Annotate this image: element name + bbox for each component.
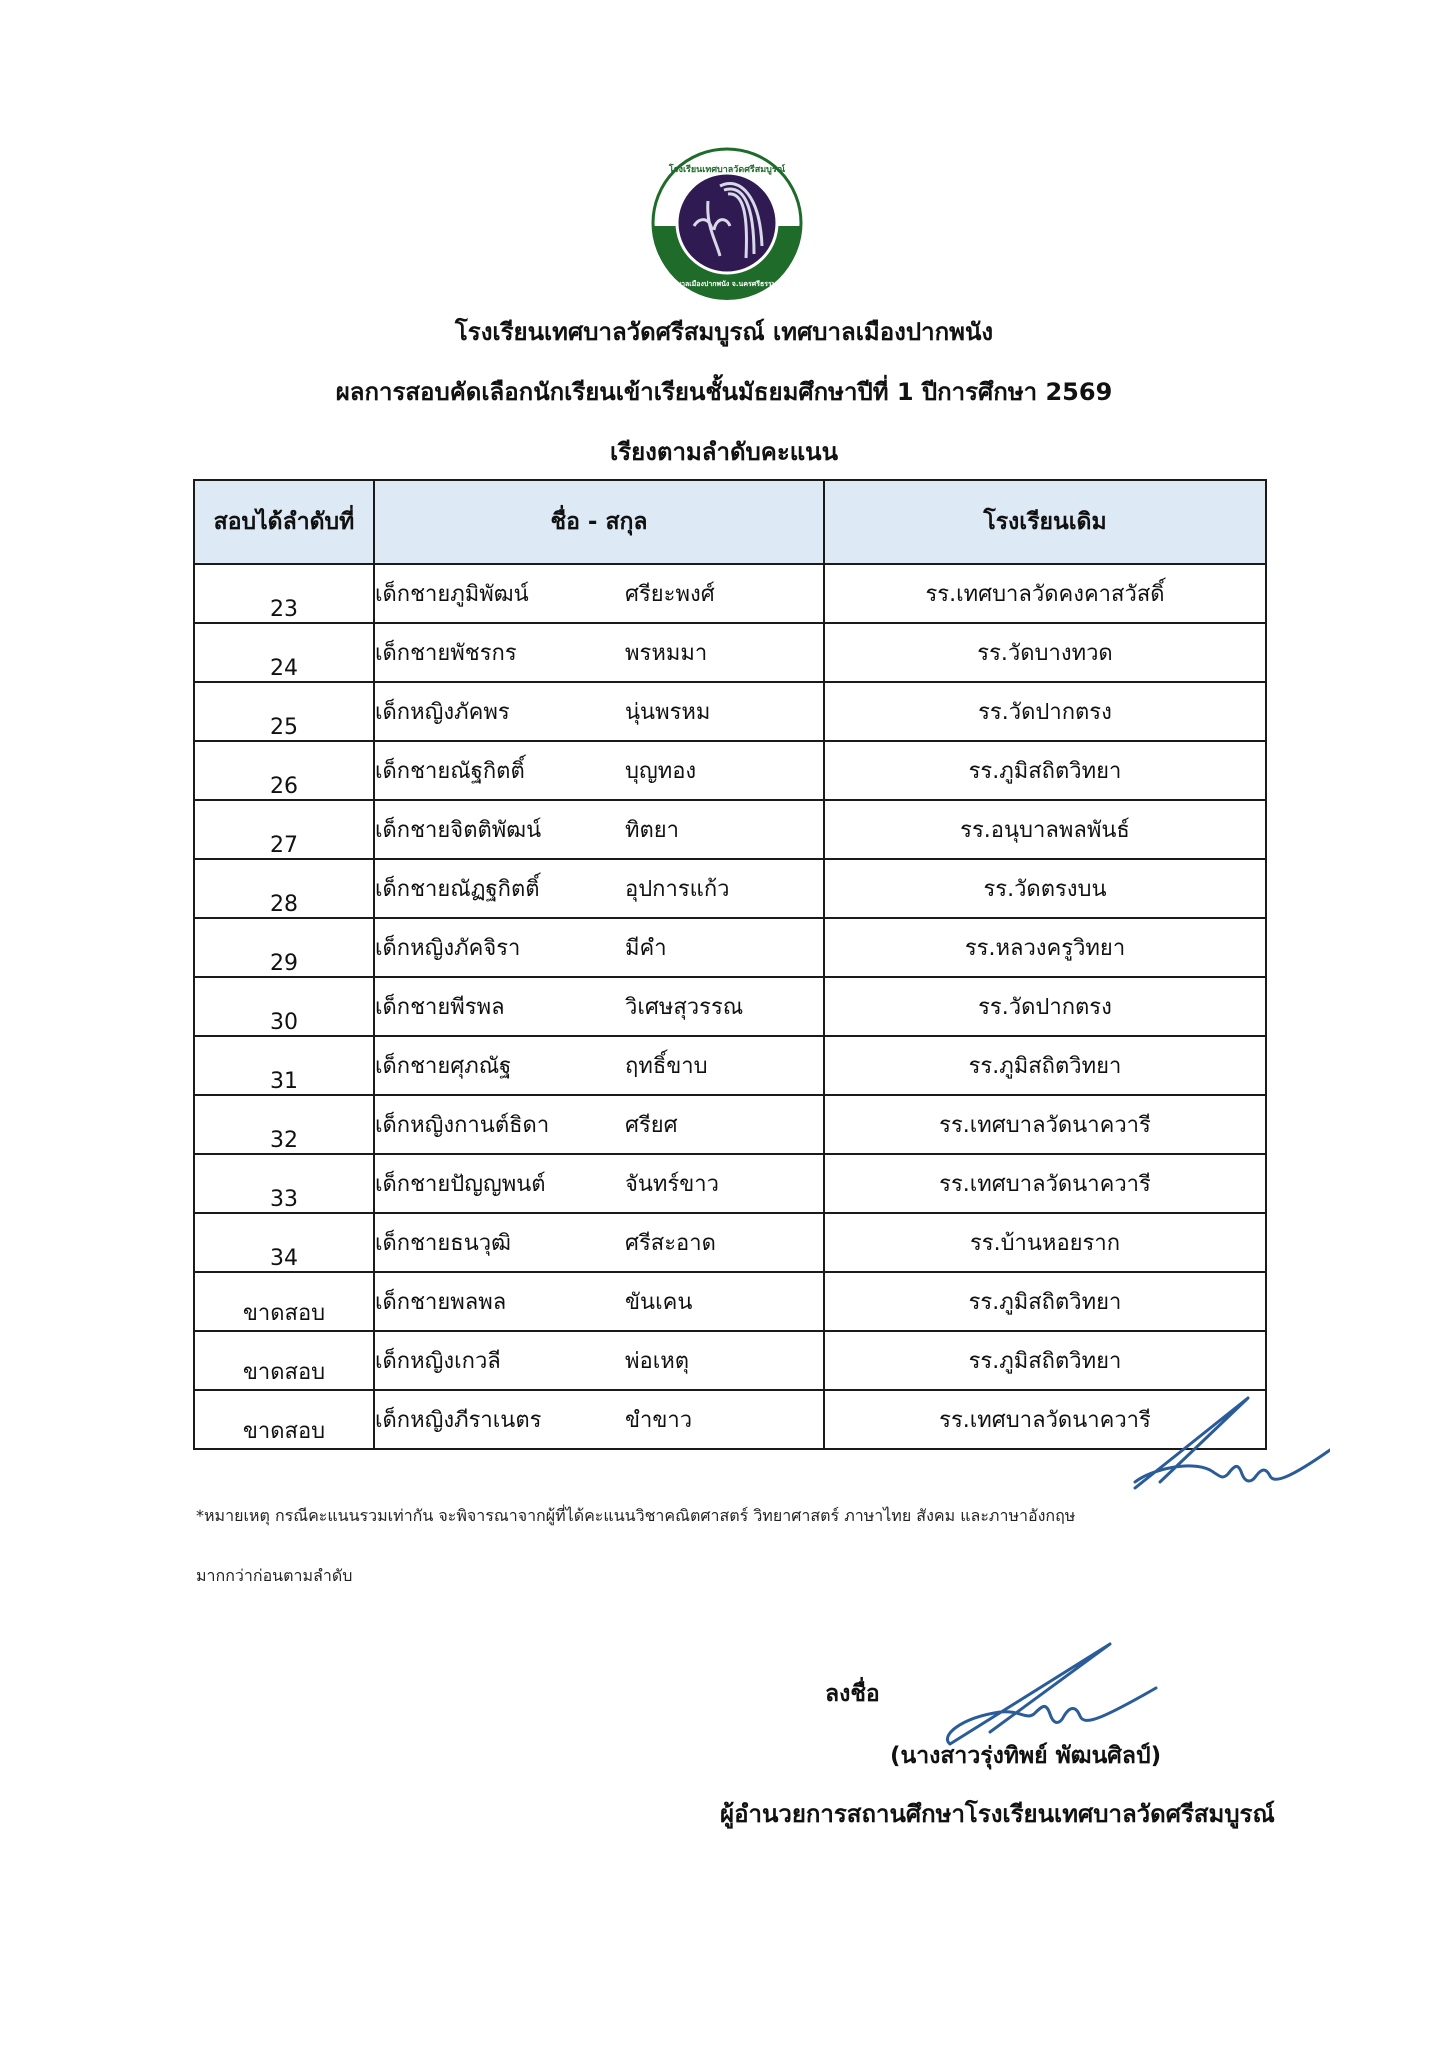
school-cell: รร.ภูมิสถิตวิทยา xyxy=(824,1036,1266,1095)
school-cell: รร.เทศบาลวัดนาควารี xyxy=(824,1390,1266,1449)
table-header-row xyxy=(194,480,1266,564)
last-name: ศรีสะอาด xyxy=(625,1231,716,1256)
table-row xyxy=(194,1390,1266,1449)
last-name: พ่อเหตุ xyxy=(625,1349,690,1374)
school-cell: รร.บ้านหอยราก xyxy=(824,1213,1266,1272)
table-row xyxy=(194,977,1266,1036)
school-cell: รร.เทศบาลวัดนาควารี xyxy=(824,1095,1266,1154)
first-name: เด็กชายพลพล xyxy=(375,1290,507,1315)
table-row xyxy=(194,1154,1266,1213)
rank-cell: ขาดสอบ xyxy=(194,1390,374,1449)
name-cell xyxy=(374,564,824,623)
name-cell xyxy=(374,623,824,682)
first-name: เด็กชายณัฐกิตติ์ xyxy=(375,759,525,784)
results-table xyxy=(193,479,1267,1450)
first-name: เด็กหญิงภีราเนตร xyxy=(375,1408,542,1433)
name-cell xyxy=(374,1213,824,1272)
school-cell: รร.วัดปากตรง xyxy=(824,977,1266,1036)
table-row xyxy=(194,800,1266,859)
note-line-1: *หมายเหตุ กรณีคะแนนรวมเท่ากัน จะพิจารณาจากผู้ที่ได้คะแนนวิชาคณิตศาสตร์ วิทยาศาสตร์ ภาษาไทย สังคม และภาษาอังกฤษ xyxy=(196,1506,1076,1525)
last-name: ขำขาว xyxy=(625,1408,693,1433)
last-name: ศรียะพงศ์ xyxy=(625,582,715,607)
name-cell xyxy=(374,859,824,918)
svg-text:เทศบาลเมืองปากพนัง จ.นครศรีธรร: เทศบาลเมืองปากพนัง จ.นครศรีธรรมราช xyxy=(665,280,789,288)
rank-cell: 34 xyxy=(194,1213,374,1272)
last-name: ฤทธิ์ขาบ xyxy=(625,1054,708,1079)
table-row xyxy=(194,564,1266,623)
signer-name: (นางสาวรุ่งทิพย์ พัฒนศิลป์) xyxy=(890,1743,1162,1769)
school-cell: รร.ภูมิสถิตวิทยา xyxy=(824,1331,1266,1390)
school-cell: รร.หลวงครูวิทยา xyxy=(824,918,1266,977)
first-name: เด็กชายณัฏฐกิตติ์ xyxy=(375,877,540,902)
last-name: พรหมมา xyxy=(625,641,708,666)
first-name: เด็กชายธนวุฒิ xyxy=(375,1231,511,1256)
name-cell xyxy=(374,1095,824,1154)
school-cell: รร.อนุบาลพลพันธ์ xyxy=(824,800,1266,859)
first-name: เด็กหญิงภัคพร xyxy=(375,700,510,725)
school-cell: รร.วัดตรงบน xyxy=(824,859,1266,918)
svg-text:โรงเรียนเทศบาลวัดศรีสมบูรณ์: โรงเรียนเทศบาลวัดศรีสมบูรณ์ xyxy=(668,165,786,175)
rank-cell: 25 xyxy=(194,682,374,741)
last-name: นุ่นพรหม xyxy=(625,700,711,725)
first-name: เด็กหญิงกานต์ธิดา xyxy=(375,1113,550,1138)
first-name: เด็กหญิงเกวลี xyxy=(375,1349,501,1374)
last-name: ขันเคน xyxy=(625,1290,693,1315)
table-row xyxy=(194,1036,1266,1095)
name-cell xyxy=(374,1154,824,1213)
column-header-rank: สอบได้ลำดับที่ xyxy=(194,480,374,564)
name-cell xyxy=(374,682,824,741)
school-logo xyxy=(650,146,804,300)
name-cell xyxy=(374,1390,824,1449)
last-name: จันทร์ขาว xyxy=(625,1172,719,1197)
note-line-2: มากกว่าก่อนตามลำดับ xyxy=(196,1566,353,1585)
first-name: เด็กชายจิตติพัฒน์ xyxy=(375,818,542,843)
table-row xyxy=(194,682,1266,741)
rank-cell: 30 xyxy=(194,977,374,1036)
last-name: ทิตยา xyxy=(625,818,680,843)
rank-cell: 24 xyxy=(194,623,374,682)
rank-cell: 29 xyxy=(194,918,374,977)
name-cell xyxy=(374,977,824,1036)
school-cell: รร.ภูมิสถิตวิทยา xyxy=(824,741,1266,800)
table-row xyxy=(194,1213,1266,1272)
rank-cell: 28 xyxy=(194,859,374,918)
last-name: อุปการแก้ว xyxy=(625,877,730,902)
table-row xyxy=(194,1331,1266,1390)
sort-order-subtitle: เรียงตามลำดับคะแนน xyxy=(610,438,838,466)
school-cell: รร.เทศบาลวัดคงคาสวัสดิ์ xyxy=(824,564,1266,623)
last-name: มีคำ xyxy=(625,936,667,961)
column-header-name: ชื่อ - สกุล xyxy=(374,480,824,564)
first-name: เด็กชายภูมิพัฒน์ xyxy=(375,582,529,607)
signature-mark xyxy=(1130,1390,1330,1500)
school-emblem-icon xyxy=(650,146,804,300)
rank-cell: 23 xyxy=(194,564,374,623)
school-cell: รร.ภูมิสถิตวิทยา xyxy=(824,1272,1266,1331)
school-cell: รร.วัดปากตรง xyxy=(824,682,1266,741)
rank-cell: ขาดสอบ xyxy=(194,1331,374,1390)
name-cell xyxy=(374,1272,824,1331)
last-name: บุญทอง xyxy=(625,759,697,784)
school-cell: รร.เทศบาลวัดนาควารี xyxy=(824,1154,1266,1213)
name-cell xyxy=(374,1036,824,1095)
table-row xyxy=(194,623,1266,682)
rank-cell: 31 xyxy=(194,1036,374,1095)
signature-label: ลงชื่อ xyxy=(825,1681,880,1707)
first-name: เด็กชายศุภณัฐ xyxy=(375,1054,512,1079)
exam-result-title: ผลการสอบคัดเลือกนักเรียนเข้าเรียนชั้นมัธยมศึกษาปีที่ 1 ปีการศึกษา 2569 xyxy=(335,378,1113,406)
table-row xyxy=(194,918,1266,977)
name-cell xyxy=(374,1331,824,1390)
last-name: ศรียศ xyxy=(625,1113,678,1138)
name-cell xyxy=(374,800,824,859)
name-cell xyxy=(374,918,824,977)
last-name: วิเศษสุวรรณ xyxy=(625,995,744,1020)
first-name: เด็กชายพัชรกร xyxy=(375,641,517,666)
name-cell xyxy=(374,741,824,800)
rank-cell: 26 xyxy=(194,741,374,800)
column-header-school: โรงเรียนเดิม xyxy=(824,480,1266,564)
table-row xyxy=(194,741,1266,800)
first-name: เด็กหญิงภัคจิรา xyxy=(375,936,521,961)
rank-cell: 33 xyxy=(194,1154,374,1213)
school-title: โรงเรียนเทศบาลวัดศรีสมบูรณ์ เทศบาลเมืองปากพนัง xyxy=(454,318,994,346)
rank-cell: 32 xyxy=(194,1095,374,1154)
first-name: เด็กชายพีรพล xyxy=(375,995,505,1020)
rank-cell: 27 xyxy=(194,800,374,859)
table-row xyxy=(194,1272,1266,1331)
school-cell: รร.วัดบางทวด xyxy=(824,623,1266,682)
rank-cell: ขาดสอบ xyxy=(194,1272,374,1331)
table-row xyxy=(194,1095,1266,1154)
first-name: เด็กชายปัญญพนต์ xyxy=(375,1172,546,1197)
table-row xyxy=(194,859,1266,918)
signer-position: ผู้อำนวยการสถานศึกษาโรงเรียนเทศบาลวัดศรีสมบูรณ์ xyxy=(720,1800,1275,1828)
